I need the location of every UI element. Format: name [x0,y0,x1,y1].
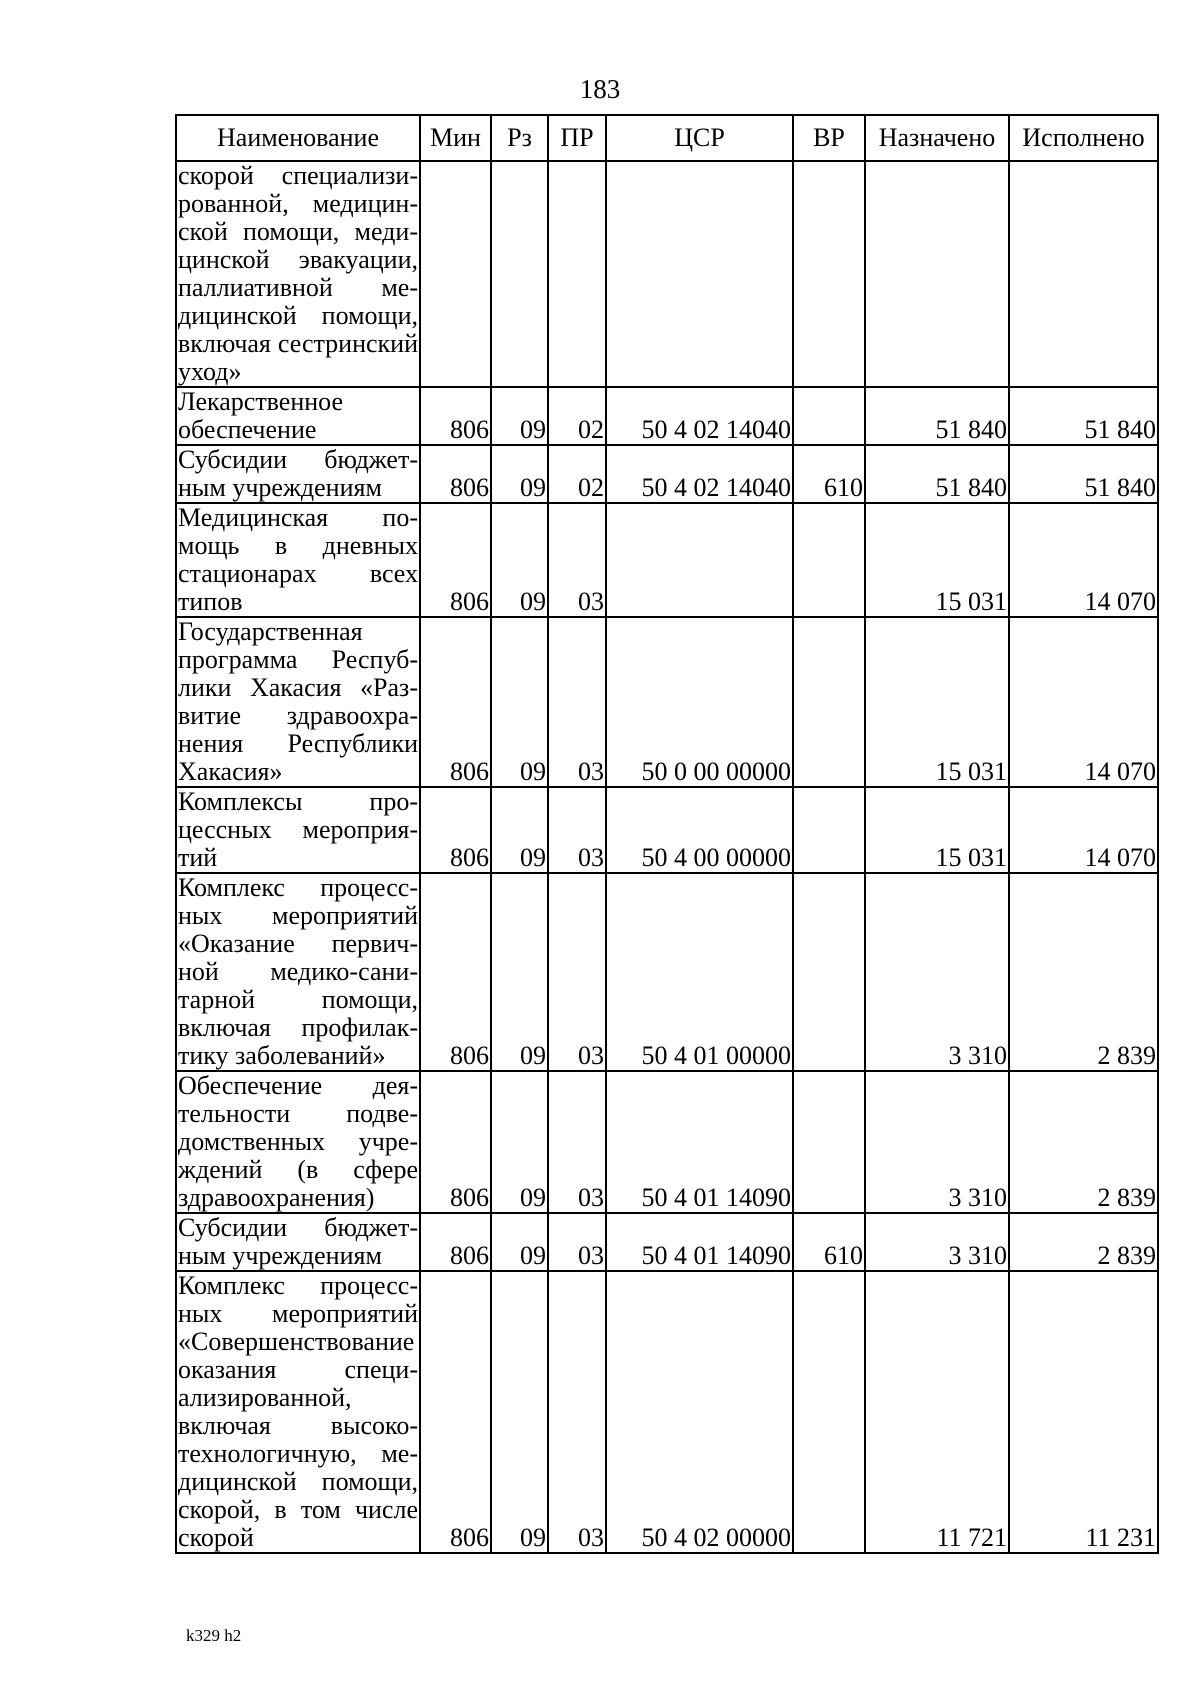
cell-assigned: 51 840 [865,445,1009,503]
cell-rz: 09 [491,787,548,873]
cell-min: 806 [420,1271,491,1553]
cell-assigned: 3 310 [865,1213,1009,1271]
cell-assigned: 15 031 [865,503,1009,617]
header-assigned: Назначено [865,115,1009,161]
cell-rz: 09 [491,387,548,445]
footer-code: k329 h2 [186,1626,242,1645]
cell-vr [793,787,865,873]
cell-executed: 51 840 [1009,387,1158,445]
table-row [176,1271,1158,1553]
cell-assigned: 11 721 [865,1271,1009,1553]
cell-name: Государственная программа Республики Хакасия «Развитие здравоохранения Республики Хакасия» [178,617,418,786]
cell-assigned: 3 310 [865,1071,1009,1213]
cell-name: Комплекс процессных мероприятий «Оказание первичной медико-санитарной помощи, включая профилактику заболеваний» [178,873,418,1070]
cell-vr [793,387,865,445]
cell-csr: 50 0 00 00000 [606,617,793,787]
cell-name: Комплексы процессных мероприятий [178,787,418,872]
cell-assigned: 15 031 [865,617,1009,787]
cell-assigned: 15 031 [865,787,1009,873]
cell-name: Лекарственное обеспечение [176,387,420,445]
cell-vr [793,161,865,387]
cell-name: скорой специализированной, медицинской помощи, медицинской эвакуации, паллиативной медицинской помощи, включая сестринский уход» [178,161,418,386]
header-min: Мин [420,115,491,161]
cell-executed [1009,161,1158,387]
cell-vr: 610 [793,445,865,503]
cell-rz: 09 [491,1071,548,1213]
cell-pr: 03 [548,873,606,1071]
cell-rz: 09 [491,1271,548,1553]
cell-rz: 09 [491,503,548,617]
cell-assigned [865,161,1009,387]
cell-csr: 50 4 02 00000 [606,1271,793,1553]
cell-csr [606,503,793,617]
cell-min: 806 [420,787,491,873]
table-row [176,1071,1158,1213]
cell-min: 806 [420,1213,491,1271]
cell-min [420,161,491,387]
cell-pr: 03 [548,1213,606,1271]
header-vr: ВР [793,115,865,161]
cell-rz: 09 [491,617,548,787]
cell-vr [793,503,865,617]
cell-vr [793,1271,865,1553]
cell-csr: 50 4 00 00000 [606,787,793,873]
cell-executed: 14 070 [1009,787,1158,873]
header-csr: ЦСР [606,115,793,161]
cell-assigned: 3 310 [865,873,1009,1071]
table-row [176,161,1158,387]
cell-min: 806 [420,1071,491,1213]
cell-executed: 2 839 [1009,1213,1158,1271]
header-name: Наименование [176,115,420,161]
cell-executed: 51 840 [1009,445,1158,503]
table-row [176,445,1158,503]
cell-executed: 14 070 [1009,617,1158,787]
cell-name: Субсидии бюджетным учреждениям [178,1213,418,1270]
cell-pr [548,161,606,387]
cell-name: Медицинская помощь в дневных стационарах всех типов [178,503,418,616]
cell-csr: 50 4 02 14040 [606,387,793,445]
cell-csr: 50 4 02 14040 [606,445,793,503]
cell-min: 806 [420,387,491,445]
table-row [176,1213,1158,1271]
cell-pr: 03 [548,787,606,873]
cell-csr: 50 4 01 14090 [606,1071,793,1213]
cell-name: Комплекс процессных мероприятий «Совершенствование оказания специализированной, включая высокотехнологичную, медицинской помощи, скорой, в том числе скорой [178,1271,418,1552]
cell-pr: 03 [548,1071,606,1213]
table-row [176,503,1158,617]
table-row [176,387,1158,445]
cell-rz: 09 [491,873,548,1071]
cell-executed: 11 231 [1009,1271,1158,1553]
header-rz: Рз [491,115,548,161]
cell-csr: 50 4 01 14090 [606,1213,793,1271]
cell-vr [793,1071,865,1213]
cell-vr [793,873,865,1071]
cell-pr: 03 [548,617,606,787]
table-row [176,787,1158,873]
page-number: 183 [579,74,621,104]
cell-executed: 2 839 [1009,873,1158,1071]
cell-executed: 14 070 [1009,503,1158,617]
cell-pr: 03 [548,503,606,617]
cell-rz [491,161,548,387]
cell-rz: 09 [491,445,548,503]
table-row [176,617,1158,787]
cell-pr: 03 [548,1271,606,1553]
cell-name: Обеспечение деятельности подведомственных учреждений (в сфере здравоохранения) [178,1071,418,1212]
cell-min: 806 [420,445,491,503]
cell-name: Субсидии бюджетным учреждениям [178,445,418,502]
cell-vr [793,617,865,787]
cell-rz: 09 [491,1213,548,1271]
table-row [176,873,1158,1071]
cell-csr: 50 4 01 00000 [606,873,793,1071]
cell-pr: 02 [548,387,606,445]
cell-csr [606,161,793,387]
cell-pr: 02 [548,445,606,503]
cell-vr: 610 [793,1213,865,1271]
cell-executed: 2 839 [1009,1071,1158,1213]
cell-min: 806 [420,873,491,1071]
header-pr: ПР [548,115,606,161]
table-header-row [176,115,1158,161]
budget-table [175,114,1159,1554]
cell-min: 806 [420,617,491,787]
header-executed: Исполнено [1009,115,1158,161]
cell-min: 806 [420,503,491,617]
cell-assigned: 51 840 [865,387,1009,445]
